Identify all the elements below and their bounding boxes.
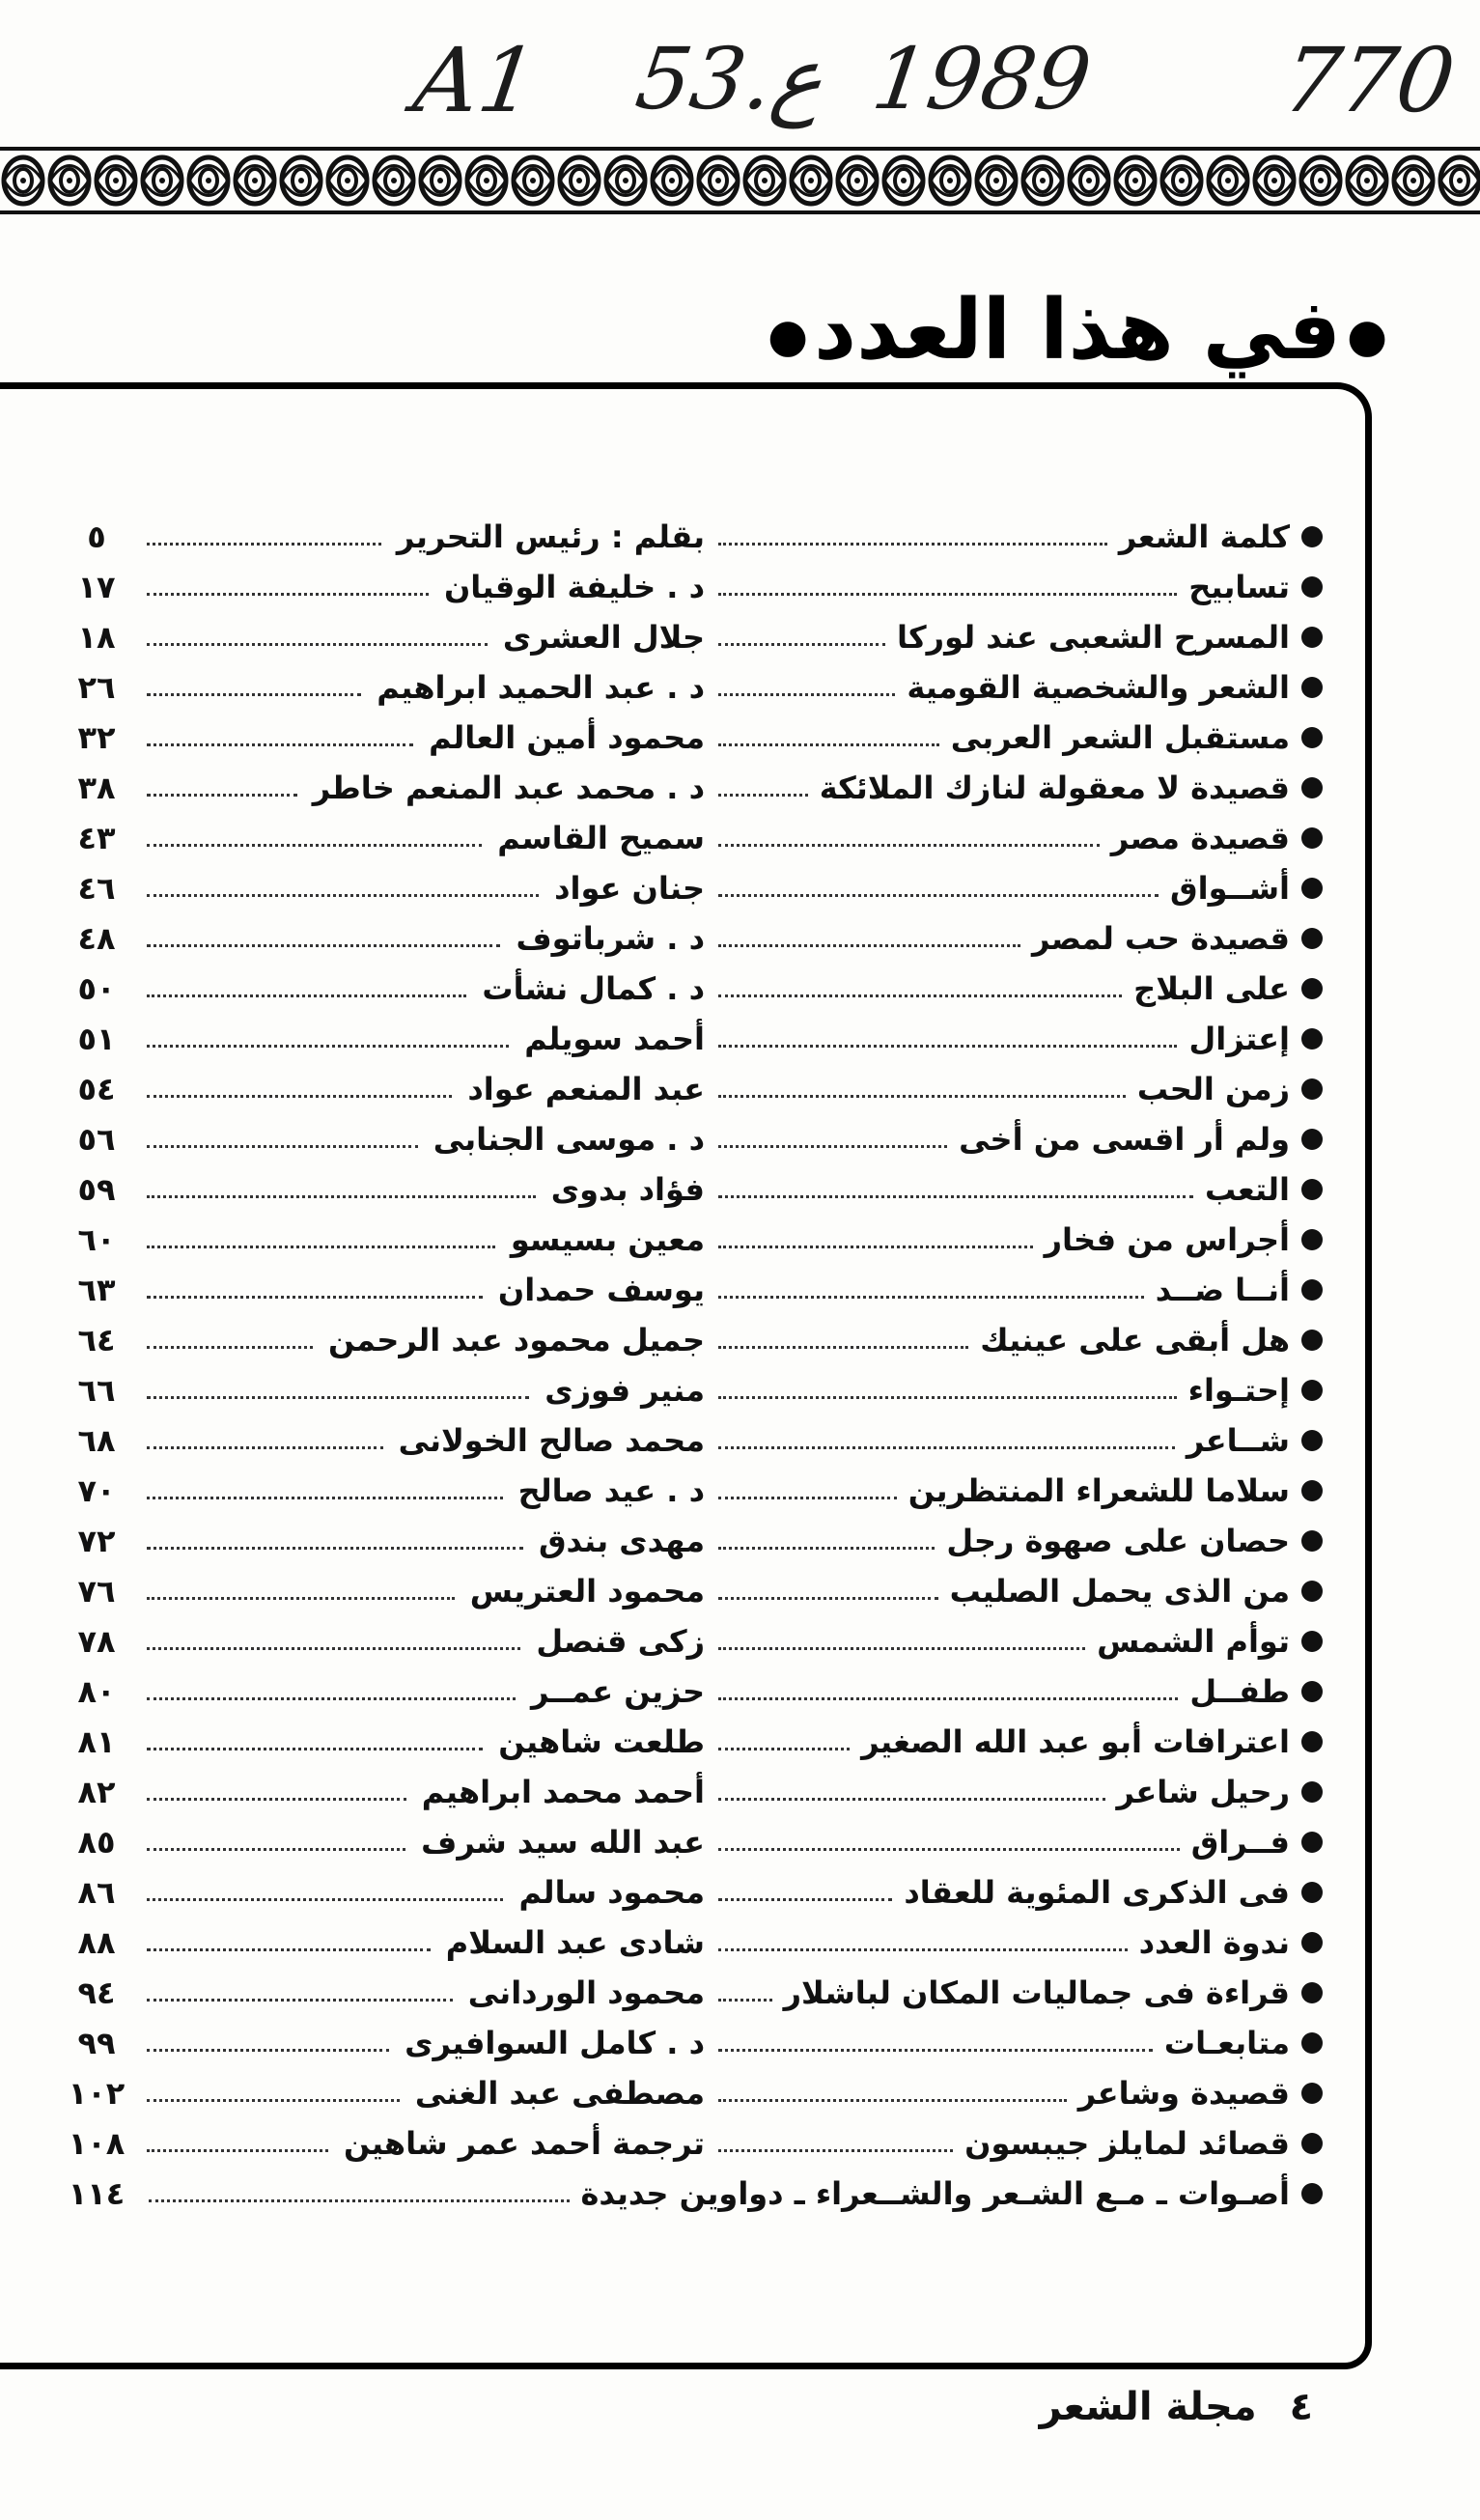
bullet-icon — [1301, 978, 1323, 999]
toc-title: إحتـواء — [1187, 1372, 1290, 1409]
toc-page-number: ٨٠ — [77, 1673, 116, 1710]
toc-page-number: ٥٦ — [77, 1121, 116, 1158]
page-heading: ●في هذا العدد● — [768, 282, 1387, 378]
toc-page-number: ٤٨ — [77, 920, 116, 957]
toc-entry — [58, 713, 1323, 763]
bullet-icon — [1301, 1330, 1323, 1351]
toc-title: على البلاج — [1133, 970, 1290, 1007]
toc-title: كلمة الشعر — [1118, 518, 1290, 555]
dot-leader — [147, 1446, 383, 1449]
dot-leader — [718, 794, 808, 797]
toc-author: د . موسى الجنابى — [433, 1121, 705, 1158]
dot-leader — [718, 1095, 1126, 1098]
toc-page-number: ١٠٢ — [68, 2075, 126, 2112]
handwritten-year: 1989 — [866, 29, 1098, 128]
bullet-icon — [1301, 1631, 1323, 1652]
dot-leader — [718, 1296, 1144, 1299]
bullet-icon — [1301, 1882, 1323, 1903]
bullet-icon — [1301, 1179, 1323, 1200]
bullet-icon — [1301, 1078, 1323, 1100]
toc-page-number: ٨٦ — [77, 1874, 116, 1911]
toc-entry — [58, 1265, 1323, 1315]
toc-page-number: ٦٨ — [77, 1422, 116, 1459]
toc-title: الشعر والشخصية القومية — [907, 669, 1290, 706]
toc-author: جلال العشرى — [502, 619, 705, 656]
bullet-icon — [1301, 1581, 1323, 1602]
toc-entry — [58, 1516, 1323, 1566]
dot-leader — [147, 1497, 503, 1499]
bullet-icon — [1301, 2133, 1323, 2154]
toc-title: طفــل — [1189, 1673, 1290, 1710]
toc-author: طلعت شاهين — [498, 1723, 705, 1760]
bullet-icon — [1301, 827, 1323, 849]
bullet-icon — [1301, 1932, 1323, 1953]
dot-leader — [147, 794, 297, 797]
toc-entry — [58, 2018, 1323, 2068]
toc-author: عبد المنعم عواد — [467, 1071, 705, 1107]
table-of-contents — [58, 512, 1323, 2219]
toc-page-number: ٤٣ — [77, 820, 116, 856]
toc-page-number: ٥١ — [77, 1021, 116, 1057]
toc-title: شــاعر — [1186, 1422, 1290, 1459]
toc-page-number: ٣٨ — [77, 770, 116, 806]
toc-entry — [58, 813, 1323, 863]
dot-leader — [718, 743, 939, 746]
toc-page-number: ٥٩ — [77, 1171, 116, 1208]
toc-title: قصيدة حب لمصر — [1031, 920, 1290, 957]
toc-author: د . كامل السوافيرى — [405, 2025, 705, 2061]
dot-leader — [718, 1446, 1175, 1449]
dot-leader — [147, 1396, 529, 1399]
dot-leader — [147, 1095, 452, 1098]
toc-page-number: ٣٢ — [77, 719, 116, 756]
toc-author: ترجمة أحمد عمر شاهين — [344, 2125, 705, 2162]
toc-title: أشــواق — [1170, 870, 1290, 907]
bullet-icon — [1301, 627, 1323, 648]
toc-title: التعب — [1205, 1171, 1290, 1208]
dot-leader — [147, 1045, 509, 1048]
bullet-icon — [1301, 1380, 1323, 1401]
toc-entry — [58, 1968, 1323, 2018]
toc-entry — [58, 612, 1323, 662]
dot-leader — [718, 1948, 1128, 1951]
toc-entry — [58, 1315, 1323, 1365]
toc-page-number: ٨٥ — [77, 1824, 116, 1861]
dot-leader — [147, 2049, 389, 2052]
bullet-icon — [1301, 1530, 1323, 1552]
toc-author: مصطفى عبد الغنى — [414, 2075, 705, 2112]
toc-page-number: ١١٤ — [68, 2175, 126, 2212]
toc-author: أحمد سويلم — [524, 1021, 705, 1057]
dot-leader — [147, 1195, 536, 1198]
dot-leader — [147, 994, 466, 997]
dot-leader — [147, 894, 539, 897]
toc-page-number: ٨٨ — [77, 1924, 116, 1961]
dot-leader — [718, 1898, 892, 1901]
toc-page-number: ١٨ — [77, 619, 116, 656]
toc-entry — [58, 763, 1323, 813]
bullet-icon — [1301, 2183, 1323, 2204]
toc-author: فؤاد بدوى — [550, 1171, 705, 1208]
dot-leader — [147, 1145, 418, 1148]
bullet-icon — [1301, 1982, 1323, 2003]
handwritten-code: 53.ع — [629, 29, 830, 128]
toc-entry — [58, 1566, 1323, 1616]
toc-title: إعتزال — [1188, 1021, 1290, 1057]
toc-title: رحيل شاعر — [1116, 1774, 1290, 1810]
toc-entry — [58, 1064, 1323, 1114]
bullet-icon — [1301, 576, 1323, 598]
toc-entry — [58, 562, 1323, 612]
toc-entry — [58, 1164, 1323, 1215]
bullet-icon — [1301, 1279, 1323, 1301]
toc-page-number: ٧٨ — [77, 1623, 116, 1660]
dot-leader — [149, 2199, 570, 2202]
dot-leader — [718, 1999, 772, 2002]
dot-leader — [718, 643, 885, 646]
toc-entry — [58, 1666, 1323, 1717]
dot-leader — [718, 1697, 1178, 1700]
bullet-icon — [1301, 1129, 1323, 1150]
dot-leader — [147, 1898, 503, 1901]
toc-author: زكى قنصل — [536, 1623, 705, 1660]
dot-leader — [147, 543, 381, 546]
toc-page-number: ٨٢ — [77, 1774, 116, 1810]
dot-leader — [718, 1497, 897, 1499]
bullet-icon — [1301, 1731, 1323, 1752]
toc-page-number: ٨١ — [77, 1723, 116, 1760]
bullet-icon — [1301, 727, 1323, 748]
toc-title: مستقبل الشعر العربى — [950, 719, 1290, 756]
toc-title: المسرح الشعبى عند لوركا — [897, 619, 1290, 656]
toc-author: سميح القاسم — [497, 820, 705, 856]
toc-author: يوسف حمدان — [497, 1272, 705, 1308]
dot-leader — [147, 1748, 483, 1750]
toc-title: قصيدة لا معقولة لنازك الملائكة — [819, 770, 1290, 806]
dot-leader — [147, 1246, 495, 1248]
toc-page-number: ٦٣ — [77, 1272, 116, 1308]
toc-entry — [58, 913, 1323, 964]
dot-leader — [718, 1246, 1033, 1248]
toc-title: حصان على صهوة رجل — [946, 1523, 1290, 1559]
bullet-icon — [1301, 878, 1323, 899]
dot-leader — [718, 1597, 938, 1600]
bullet-icon — [1301, 1832, 1323, 1853]
toc-title: قصائد لمايلز جيبسون — [964, 2125, 1290, 2162]
toc-entry — [58, 1466, 1323, 1516]
toc-entry — [58, 2118, 1323, 2169]
toc-title: زمن الحب — [1136, 1071, 1290, 1107]
toc-author: جنان عواد — [554, 870, 705, 907]
dot-leader — [718, 2049, 1153, 2052]
bullet-icon — [1301, 2032, 1323, 2054]
toc-page-number: ٢٦ — [77, 669, 116, 706]
toc-page-number: ٧٦ — [77, 1573, 116, 1610]
toc-author: حزين عمــر — [530, 1673, 705, 1710]
toc-title: قراءة فى جماليات المكان لباشلار — [783, 1974, 1290, 2011]
toc-page-number: ٧٠ — [77, 1472, 116, 1509]
toc-page-number: ٤٦ — [77, 870, 116, 907]
footer-page-number: ٤ — [1289, 2385, 1313, 2429]
toc-page-number: ٧٢ — [77, 1523, 116, 1559]
toc-title: توأم الشمس — [1097, 1623, 1290, 1660]
dot-leader — [147, 1999, 453, 2002]
dot-leader — [147, 1346, 313, 1349]
dot-leader — [147, 643, 488, 646]
bullet-icon — [1301, 1480, 1323, 1501]
bullet-icon — [1301, 2083, 1323, 2104]
dot-leader — [147, 593, 429, 596]
dot-leader — [718, 1346, 968, 1349]
dot-leader — [147, 1547, 523, 1550]
toc-page-number: ٩٤ — [77, 1974, 116, 2011]
dot-leader — [147, 1798, 406, 1801]
bullet-icon — [1301, 1781, 1323, 1803]
bullet-icon — [1301, 526, 1323, 547]
toc-entry — [58, 1365, 1323, 1415]
toc-author: د . محمد عبد المنعم خاطر — [312, 770, 705, 806]
toc-author: د . عبد الحميد ابراهيم — [377, 669, 705, 706]
bullet-icon — [1301, 1229, 1323, 1250]
toc-title: من الذى يحمل الصليب — [949, 1573, 1290, 1610]
dot-leader — [718, 1547, 935, 1550]
dot-leader — [718, 2149, 953, 2152]
dot-leader — [718, 693, 895, 696]
toc-title: فى الذكرى المئوية للعقاد — [904, 1874, 1290, 1911]
toc-title: قصيدة وشاعر — [1077, 2075, 1290, 2112]
bullet-icon — [1301, 1028, 1323, 1050]
bullet-icon — [1301, 677, 1323, 698]
toc-entry — [58, 1415, 1323, 1466]
toc-entry — [58, 1616, 1323, 1666]
dot-leader — [718, 1848, 1180, 1851]
toc-page-number: ٥٠ — [77, 970, 116, 1007]
toc-author: بقلم : رئيس التحرير — [396, 518, 705, 555]
toc-author: محمود سالم — [518, 1874, 705, 1911]
dot-leader — [718, 1045, 1177, 1048]
toc-page-number: ٥ — [87, 518, 106, 555]
toc-page-number: ٦٠ — [77, 1221, 116, 1258]
toc-author: د . كمال نشأت — [482, 970, 705, 1007]
toc-entry — [58, 512, 1323, 562]
toc-title: ولم أر اقسى من أخى — [959, 1121, 1290, 1158]
bullet-icon — [1301, 777, 1323, 798]
toc-author: عبد الله سيد شرف — [421, 1824, 705, 1861]
toc-entry — [58, 1817, 1323, 1867]
toc-author: منير فوزى — [545, 1372, 705, 1409]
toc-entry — [58, 1114, 1323, 1164]
toc-author: جميل محمود عبد الرحمن — [328, 1322, 705, 1358]
dot-leader — [718, 1396, 1177, 1399]
dot-leader — [718, 543, 1107, 546]
footer-magazine-name: مجلة الشعر — [1039, 2385, 1257, 2429]
toc-page-number: ٥٤ — [77, 1071, 116, 1107]
toc-entry — [58, 863, 1323, 913]
toc-entry — [58, 2068, 1323, 2118]
toc-entry — [58, 662, 1323, 713]
dot-leader — [718, 1748, 850, 1750]
toc-author: د . عيد صالح — [517, 1472, 705, 1509]
toc-page-number: ٩٩ — [77, 2025, 116, 2061]
toc-author: أحمد محمد ابراهيم — [421, 1774, 705, 1810]
toc-entry — [58, 1918, 1323, 1968]
toc-entry — [58, 1014, 1323, 1064]
bullet-icon — [1301, 1681, 1323, 1702]
toc-title: متابعـات — [1163, 2025, 1290, 2061]
toc-page-number: ١٧ — [77, 569, 116, 605]
toc-title: هل أبقى على عينيك — [980, 1322, 1290, 1358]
toc-author: معين بسيسو — [510, 1221, 705, 1258]
dot-leader — [718, 1647, 1085, 1650]
toc-title: تسابيح — [1188, 569, 1290, 605]
dot-leader — [147, 1848, 405, 1851]
toc-author: د . شرباتوف — [516, 920, 705, 957]
toc-entry — [58, 1717, 1323, 1767]
toc-author: محمد صالح الخولانى — [398, 1422, 705, 1459]
dot-leader — [718, 1798, 1105, 1801]
toc-page-number: ٦٦ — [77, 1372, 116, 1409]
dot-leader — [718, 944, 1020, 947]
toc-entry — [58, 2169, 1323, 2219]
toc-entry — [58, 964, 1323, 1014]
toc-page-number: ١٠٨ — [68, 2125, 126, 2162]
dot-leader — [718, 2099, 1067, 2102]
dot-leader — [147, 844, 482, 847]
dot-leader — [147, 1697, 516, 1700]
dot-leader — [147, 743, 413, 746]
bullet-icon — [1301, 1430, 1323, 1451]
dot-leader — [147, 944, 500, 947]
dot-leader — [147, 693, 361, 696]
toc-title: ندوة العدد — [1138, 1924, 1290, 1961]
toc-title: أجراس من فخار — [1044, 1221, 1290, 1258]
toc-title: أصـوات ـ مـع الشـعر والشــعراء ـ دواوين جديدة — [580, 2175, 1290, 2212]
dot-leader — [718, 1195, 1193, 1198]
toc-author: د . خليفة الوقيان — [443, 569, 705, 605]
dot-leader — [147, 2149, 328, 2152]
toc-author: محمود العتريس — [469, 1573, 705, 1610]
toc-title: سلاما للشعراء المنتظرين — [908, 1472, 1290, 1509]
ornamental-border — [0, 145, 1480, 216]
dot-leader — [147, 1948, 431, 1951]
dot-leader — [147, 1647, 520, 1650]
toc-author: مهدى بندق — [538, 1523, 705, 1559]
toc-title: قصيدة مصر — [1110, 820, 1290, 856]
toc-author: محمود الوردانى — [467, 1974, 705, 2011]
handwritten-number: 770 — [1276, 29, 1462, 132]
bullet-icon — [1301, 928, 1323, 949]
dot-leader — [147, 1597, 455, 1600]
toc-entry — [58, 1867, 1323, 1918]
toc-author: محمود أمين العالم — [429, 719, 705, 756]
toc-author: شادى عبد السلام — [445, 1924, 705, 1961]
dot-leader — [718, 894, 1159, 897]
dot-leader — [147, 2099, 400, 2102]
handwritten-a1: A1 — [407, 29, 544, 132]
dot-leader — [718, 844, 1100, 847]
dot-leader — [718, 593, 1177, 596]
toc-entry — [58, 1767, 1323, 1817]
toc-entry — [58, 1215, 1323, 1265]
dot-leader — [718, 994, 1122, 997]
dot-leader — [718, 1145, 947, 1148]
toc-title: أنــا ضــد — [1155, 1272, 1290, 1308]
toc-title: فــراق — [1190, 1824, 1290, 1861]
toc-title: اعترافات أبو عبد الله الصغير — [861, 1723, 1290, 1760]
page-footer — [965, 2385, 1313, 2429]
toc-page-number: ٦٤ — [77, 1322, 116, 1358]
dot-leader — [147, 1296, 483, 1299]
